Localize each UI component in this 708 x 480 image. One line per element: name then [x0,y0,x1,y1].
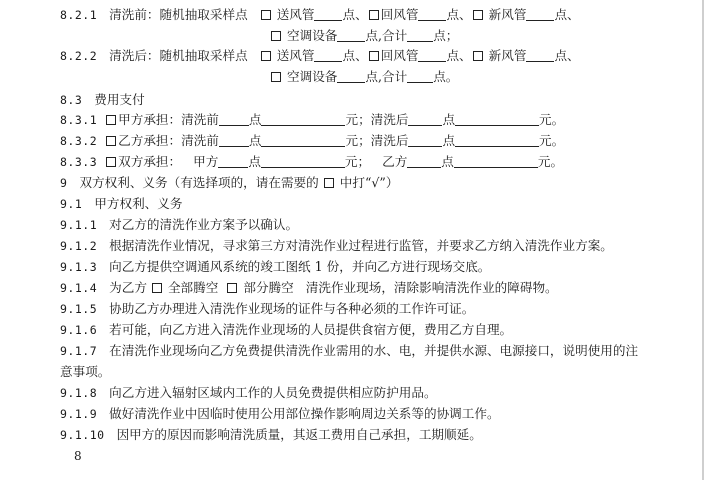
section-8-3 [60,91,145,109]
clause-8-2-2-cont: 空调设备 点,合计 点。 [270,68,458,86]
clause-8-2-1: 8.2.1 清洗前：随机抽取采样点 送风管 点、 回风管 点、 新风管 点、 [60,7,580,22]
blank-field[interactable] [418,8,446,21]
checkbox-supply-duct[interactable] [261,10,271,20]
checkbox-return-duct[interactable] [369,51,379,61]
checkbox-partially-vacate[interactable] [227,283,237,293]
blank-field[interactable] [408,134,442,147]
checkbox-fresh-air-duct[interactable] [473,10,483,20]
clause-9-1-10: 9.1.10 因甲方的原因而影响清洗质量，其返工费用自己承担，工期顺延。 [60,427,482,442]
clause-9-1-9: 9.1.9 做好清洗作业中因临时使用公用部位操作影响周边关系等的协调工作。 [60,406,500,421]
clause-8-2-2: 8.2.2 清洗后：随机抽取采样点 送风管 点、 回风管 点、 新风管 点、 [60,48,580,63]
blank-field[interactable] [418,49,446,62]
clause-number: 8.2.2 [60,49,98,63]
checkbox-ac-equipment[interactable] [271,72,281,82]
checkbox-supply-duct[interactable] [261,51,271,61]
checkbox-party-b[interactable] [106,136,116,146]
blank-field[interactable] [455,134,539,147]
blank-field[interactable] [407,29,433,42]
page-number: 8 [74,449,82,463]
section-title: 甲方权利、义务 [94,196,183,211]
checkbox-party-a[interactable] [106,115,116,125]
clause-9-1-8: 9.1.8 向乙方进入辐射区域内工作的人员免费提供相应防护用品。 [60,385,437,400]
section-title: 费用支付 [94,92,145,107]
section-number: 8.3 [60,93,83,107]
page-edge [702,0,704,480]
blank-field[interactable] [526,49,554,62]
blank-field[interactable] [455,113,539,126]
blank-field[interactable] [314,8,342,21]
checkbox-return-duct[interactable] [369,10,379,20]
blank-field[interactable] [261,134,345,147]
clause-8-2-1-cont: 空调设备 点,合计 点； [270,27,458,45]
blank-field[interactable] [407,155,441,168]
clause-number: 8.2.1 [60,8,98,22]
clause-9-1-6: 9.1.6 若可能，向乙方进入清洗作业现场的人员提供食宿方便，费用乙方自理。 [60,322,513,337]
blank-field[interactable] [408,113,442,126]
clause-9-1-4: 9.1.4 为乙方 全部腾空 部分腾空 清洗作业现场，清除影响清洗作业的障碍物。 [60,280,558,295]
blank-field[interactable] [218,155,248,168]
clause-9-1-3: 9.1.3 向乙方提供空调通风系统的竣工图纸 1 份，并向乙方进行现场交底。 [60,259,491,274]
checkbox-both-parties[interactable] [106,157,116,167]
blank-field[interactable] [219,134,249,147]
clause-8-3-2: 8.3.2 乙方承担：清洗前 点 元；清洗后 点 元。 [60,133,565,148]
blank-field[interactable] [454,155,538,168]
checkbox-fresh-air-duct[interactable] [473,51,483,61]
blank-field[interactable] [407,70,433,83]
blank-field[interactable] [337,29,365,42]
clause-9-1-7: 9.1.7 在清洗作业现场向乙方免费提供清洗作业需用的水、电，并提供水源、电源接口，说明使用的注 [60,343,639,358]
section-9-1: 9.1 甲方权利、义务 [60,196,183,211]
blank-field[interactable] [314,49,342,62]
blank-field[interactable] [261,155,345,168]
section-9: 9 双方权利、义务（有选择项的，请在需要的 中打“√”） [60,175,399,190]
clause-9-1-5: 9.1.5 协助乙方办理进入清洗作业现场的证件与各种必须的工作许可证。 [60,301,475,316]
checkbox-sample [324,178,334,188]
checkbox-ac-equipment[interactable] [271,31,281,41]
clause-9-1-1: 9.1.1 对乙方的清洗作业方案予以确认。 [60,217,299,232]
blank-field[interactable] [261,113,345,126]
blank-field[interactable] [526,8,554,21]
clause-9-1-7-cont: 意事项。 [60,364,111,379]
clause-8-3-3: 8.3.3 双方承担： 甲方 点 元； 乙方 点 元。 [60,154,564,169]
blank-field[interactable] [219,113,249,126]
clause-8-3-1: 8.3.1 甲方承担：清洗前 点 元；清洗后 点 元。 [60,112,565,127]
clause-9-1-2: 9.1.2 根据清洗作业情况，寻求第三方对清洗作业过程进行监管，并要求乙方纳入清洗作业方案。 [60,238,613,253]
checkbox-fully-vacate[interactable] [152,283,162,293]
blank-field[interactable] [337,70,365,83]
